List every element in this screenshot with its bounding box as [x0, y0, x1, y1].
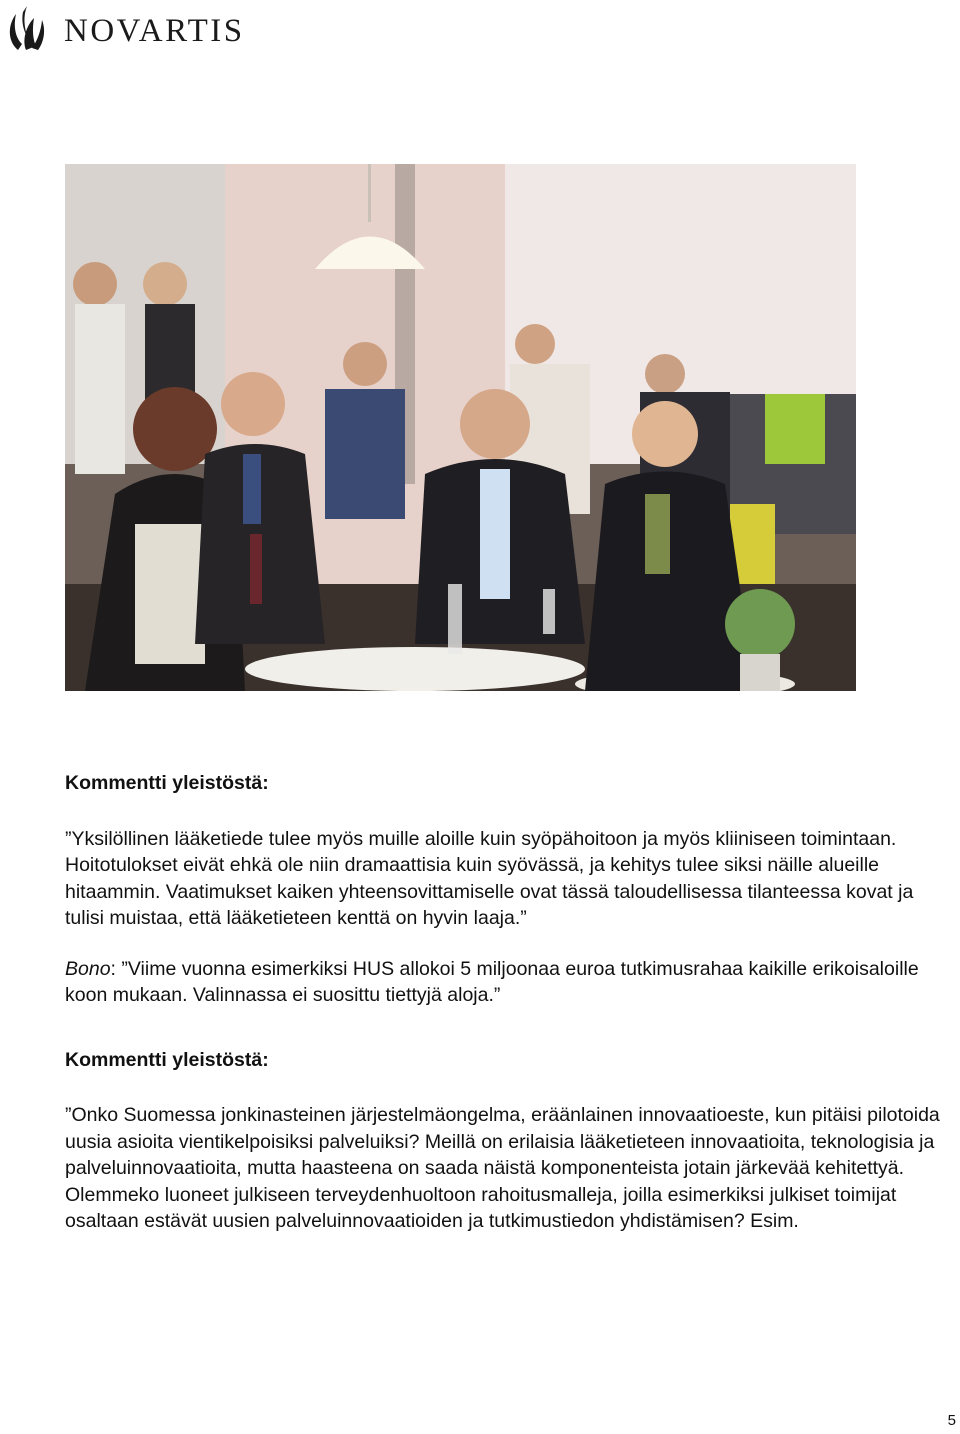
section-heading: Kommentti yleistöstä: [65, 1048, 269, 1071]
logo-text: NOVARTIS [64, 12, 245, 49]
audience-quote: ”Yksilöllinen lääketiede tulee myös muille aloille kuin syöpähoitoon ja myös kliiniseen toimintaan. Hoitotulokset eivät ehkä ole niin dramaattisia kuin syövässä, ja kehitys tulee siksi näille alueille hitaammin. Vaatimukset kaiken yhteensovittamiselle ovat tässä taloudellisessa tilanteessa kovat ja tulisi muistaa, että lääketieteen kenttä on hyvin laaja.” [65, 827, 914, 929]
page-number: 5 [947, 1412, 956, 1429]
article-body [65, 770, 945, 1235]
event-photo [65, 164, 856, 691]
audience-followup: Olemmeko luoneet julkiseen terveydenhuoltoon rahoitusmalleja, joilla esimerkiksi julkiset toimijat osaltaan estävät uusien palveluinnovaatioiden ja tutkimustiedon yhdistämisen? Esim. [65, 1183, 897, 1232]
novartis-logo [4, 4, 245, 52]
audience-quote: ”Onko Suomessa jonkinasteinen järjestelmäongelma, eräänlainen innovaatioeste, kun pitäisi pilotoida uusia asioita vientikelpoisiksi palveluiksi? Meillä on erilaisia lääketieteen innovaatioita, teknologisia ja palveluinnovaatioita, mutta haasteena on saada näistä komponenteista jotain järkevää kehitettyä. [65, 1104, 940, 1179]
conference-networking-photo [65, 164, 856, 691]
speaker-name: Bono [65, 957, 111, 980]
bono-statement [65, 956, 945, 1009]
section-heading: Kommentti yleistöstä: [65, 772, 269, 794]
novartis-flame-icon [4, 4, 50, 52]
speaker-text: : ”Viime vuonna esimerkiksi HUS allokoi 5 miljoonaa euroa tutkimusrahaa kaikille erikoisaloille koon mukaan. Valinnassa ei suosittu tiettyjä aloja.” [65, 957, 919, 1006]
